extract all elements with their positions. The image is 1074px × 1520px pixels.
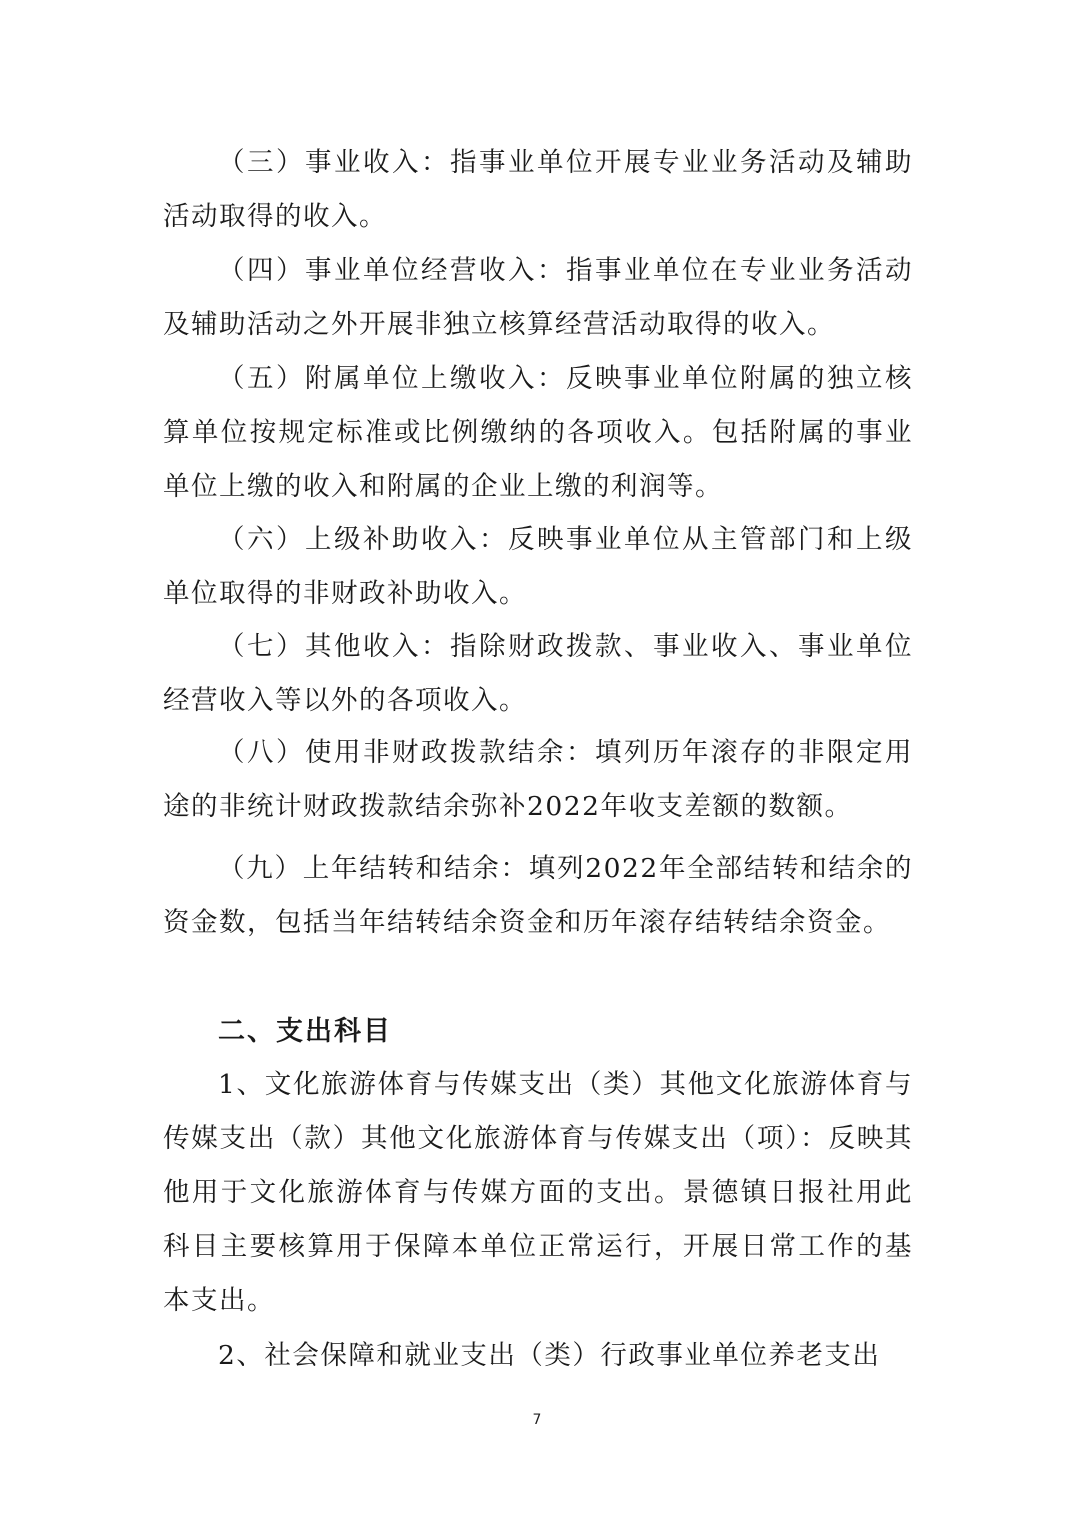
paragraph-operating-income: （四）事业单位经营收入：指事业单位在专业业务活动及辅助活动之外开展非独立核算经营活动取得的收入。 — [163, 255, 913, 340]
paragraph-culture-expenditure: 1、文化旅游体育与传媒支出（类）其他文化旅游体育与传媒支出（款）其他文化旅游体育与传媒支出（项）：反映其他用于文化旅游体育与传媒方面的支出。景德镇日报社用此科目主要核算用于保障本单位正常运行，开展日常工作的基本支出。 — [163, 1069, 913, 1316]
paragraph-superior-subsidy: （六）上级补助收入：反映事业单位从主管部门和上级单位取得的非财政补助收入。 — [163, 524, 913, 609]
section-heading-expenditure: 二、支出科目 — [218, 1016, 392, 1047]
paragraph-carryover: （九）上年结转和结余：填列2022年全部结转和结余的资金数，包括当年结转结余资金和历年滚存结转结余资金。 — [163, 853, 913, 938]
paragraph-social-security-expenditure: 2、社会保障和就业支出（类）行政事业单位养老支出 — [218, 1340, 881, 1371]
paragraph-non-fiscal-balance: （八）使用非财政拨款结余：填列历年滚存的非限定用途的非统计财政拨款结余弥补2022年收支差额的数额。 — [163, 737, 913, 822]
paragraph-other-income: （七）其他收入：指除财政拨款、事业收入、事业单位经营收入等以外的各项收入。 — [163, 631, 913, 716]
paragraph-business-income: （三）事业收入：指事业单位开展专业业务活动及辅助活动取得的收入。 — [163, 147, 913, 232]
paragraph-affiliated-income: （五）附属单位上缴收入：反映事业单位附属的独立核算单位按规定标准或比例缴纳的各项收入。包括附属的事业单位上缴的收入和附属的企业上缴的利润等。 — [163, 363, 913, 502]
page-number: 7 — [532, 1412, 542, 1428]
